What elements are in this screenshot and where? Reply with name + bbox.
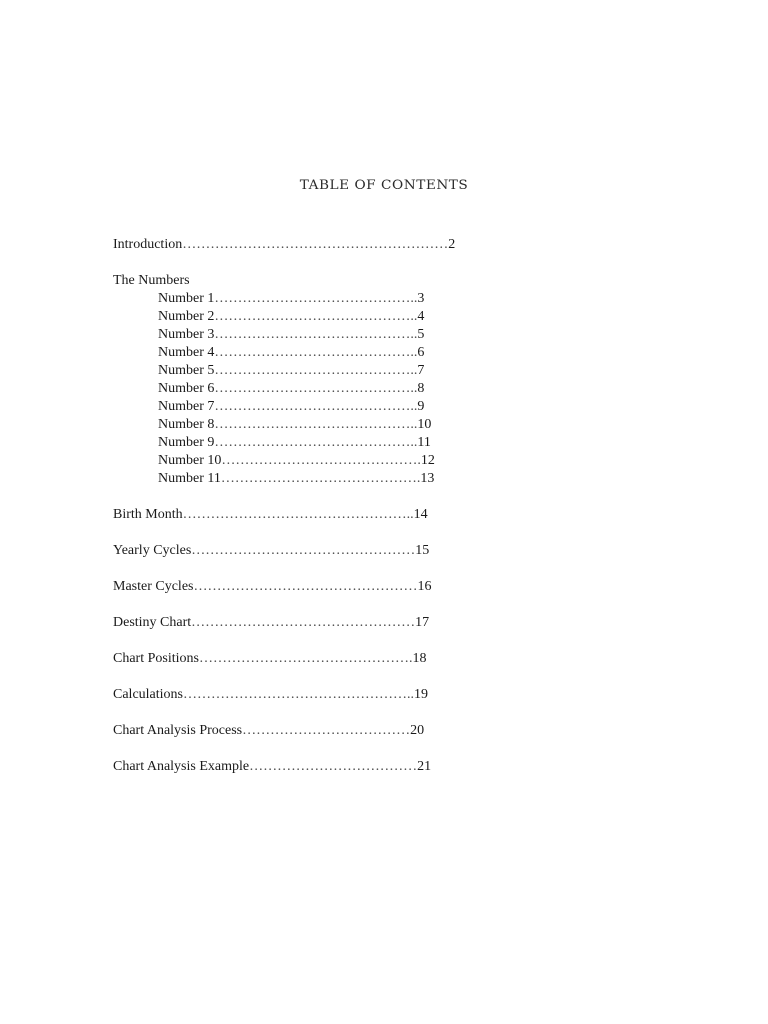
toc-page-number: 5 <box>417 327 425 342</box>
toc-leader-dots: ……………………………………. <box>220 471 421 486</box>
toc-leader-dots: ……………………………… <box>242 723 411 738</box>
table-of-contents <box>113 236 473 776</box>
toc-entry-label: Number 9 <box>158 435 215 450</box>
toc-leader-dots: …………………………………….. <box>214 381 418 396</box>
spacer <box>113 704 473 722</box>
toc-entry-label: Chart Analysis Example <box>113 759 250 774</box>
toc-leader-dots: …………………………………….. <box>214 345 418 360</box>
toc-entry-label: Number 4 <box>158 345 215 360</box>
toc-page-number: 10 <box>417 417 432 432</box>
toc-entry-introduction[interactable] <box>113 236 473 254</box>
toc-leader-dots: ………………………………………. <box>198 651 413 666</box>
toc-entry-chart-analysis-process[interactable] <box>113 722 473 740</box>
spacer <box>113 632 473 650</box>
toc-entry-label: Calculations <box>113 687 183 702</box>
toc-leader-dots: …………………………………….. <box>214 309 418 324</box>
toc-entry-number-3[interactable] <box>113 326 473 344</box>
toc-entry-label: Number 8 <box>158 417 215 432</box>
toc-leader-dots: ………………………………………… <box>191 543 416 558</box>
toc-entry-label: Number 3 <box>158 327 215 342</box>
toc-entry-number-7[interactable] <box>113 398 473 416</box>
spacer <box>113 740 473 758</box>
toc-entry-label: Chart Analysis Process <box>113 723 243 738</box>
toc-page-number: 21 <box>417 759 432 774</box>
toc-leader-dots: …………………………………….. <box>214 327 418 342</box>
spacer <box>113 560 473 578</box>
toc-page-number: 7 <box>417 363 425 378</box>
toc-entry-number-11[interactable] <box>113 470 473 488</box>
toc-page-number: 6 <box>417 345 425 360</box>
toc-leader-dots: ………………………………………….. <box>183 687 414 702</box>
toc-entry-number-2[interactable] <box>113 308 473 326</box>
toc-leader-dots: …………………………………….. <box>214 291 418 306</box>
toc-page-number: 20 <box>410 723 425 738</box>
toc-entry-label: Number 5 <box>158 363 215 378</box>
toc-page-number: 17 <box>415 615 430 630</box>
toc-entry-number-4[interactable] <box>113 344 473 362</box>
toc-entry-label: Number 7 <box>158 399 215 414</box>
toc-entry-label: Number 2 <box>158 309 215 324</box>
toc-section-label: The Numbers <box>113 273 190 288</box>
toc-entry-label: Birth Month <box>113 507 183 522</box>
page-title-text: TABLE OF CONTENTS <box>299 178 469 193</box>
toc-entry-chart-positions[interactable] <box>113 650 473 668</box>
spacer <box>113 254 473 272</box>
spacer <box>113 596 473 614</box>
toc-page-number: 9 <box>417 399 425 414</box>
toc-entry-yearly-cycles[interactable] <box>113 542 473 560</box>
toc-entry-label: Number 6 <box>158 381 215 396</box>
toc-page-number: 16 <box>417 579 432 594</box>
toc-page-number: 2 <box>448 237 456 252</box>
toc-entry-number-9[interactable] <box>113 434 473 452</box>
toc-page-number: 19 <box>414 687 428 702</box>
toc-page-number: 3 <box>417 291 425 306</box>
toc-entry-calculations[interactable] <box>113 686 473 704</box>
toc-entry-birth-month[interactable] <box>113 506 473 524</box>
toc-page-number: 11 <box>417 435 431 450</box>
toc-entry-number-1[interactable] <box>113 290 473 308</box>
toc-entry-label: Master Cycles <box>113 579 194 594</box>
spacer <box>113 488 473 506</box>
toc-entry-number-5[interactable] <box>113 362 473 380</box>
toc-page-number: 18 <box>412 651 427 666</box>
toc-page-number: 12 <box>420 453 435 468</box>
toc-entry-destiny-chart[interactable] <box>113 614 473 632</box>
toc-leader-dots: ………………………………………….. <box>182 507 414 522</box>
toc-entry-label: Destiny Chart <box>113 615 192 630</box>
toc-page-number: 13 <box>420 471 435 486</box>
toc-entry-label: Introduction <box>113 237 183 252</box>
toc-section-the-numbers[interactable] <box>113 272 473 290</box>
toc-leader-dots: …………………………………….. <box>214 417 418 432</box>
toc-entry-label: Number 1 <box>158 291 215 306</box>
toc-leader-dots: …………………………………….. <box>214 363 418 378</box>
toc-entry-label: Chart Positions <box>113 651 199 666</box>
toc-leader-dots: ………………………………………… <box>193 579 418 594</box>
toc-entry-chart-analysis-example[interactable] <box>113 758 473 776</box>
toc-leader-dots: ………………………………………… <box>191 615 416 630</box>
toc-entry-number-6[interactable] <box>113 380 473 398</box>
toc-entry-label: Yearly Cycles <box>113 543 192 558</box>
toc-entry-number-8[interactable] <box>113 416 473 434</box>
toc-page-number: 4 <box>417 309 425 324</box>
toc-page-number: 8 <box>417 381 425 396</box>
spacer <box>113 524 473 542</box>
toc-leader-dots: ……………………………………. <box>221 453 421 468</box>
toc-entry-label: Number 10 <box>158 453 222 468</box>
spacer <box>113 668 473 686</box>
toc-leader-dots: …………………………………….. <box>214 399 418 414</box>
toc-leader-dots: ……………………………… <box>249 759 418 774</box>
page-title <box>0 178 768 193</box>
toc-leader-dots: …………………………………….. <box>214 435 418 450</box>
toc-entry-label: Number 11 <box>158 471 221 486</box>
toc-leader-dots: ………………………………………………… <box>182 237 449 252</box>
toc-page-number: 15 <box>415 543 430 558</box>
toc-page-number: 14 <box>413 507 428 522</box>
toc-entry-master-cycles[interactable] <box>113 578 473 596</box>
toc-entry-number-10[interactable] <box>113 452 473 470</box>
